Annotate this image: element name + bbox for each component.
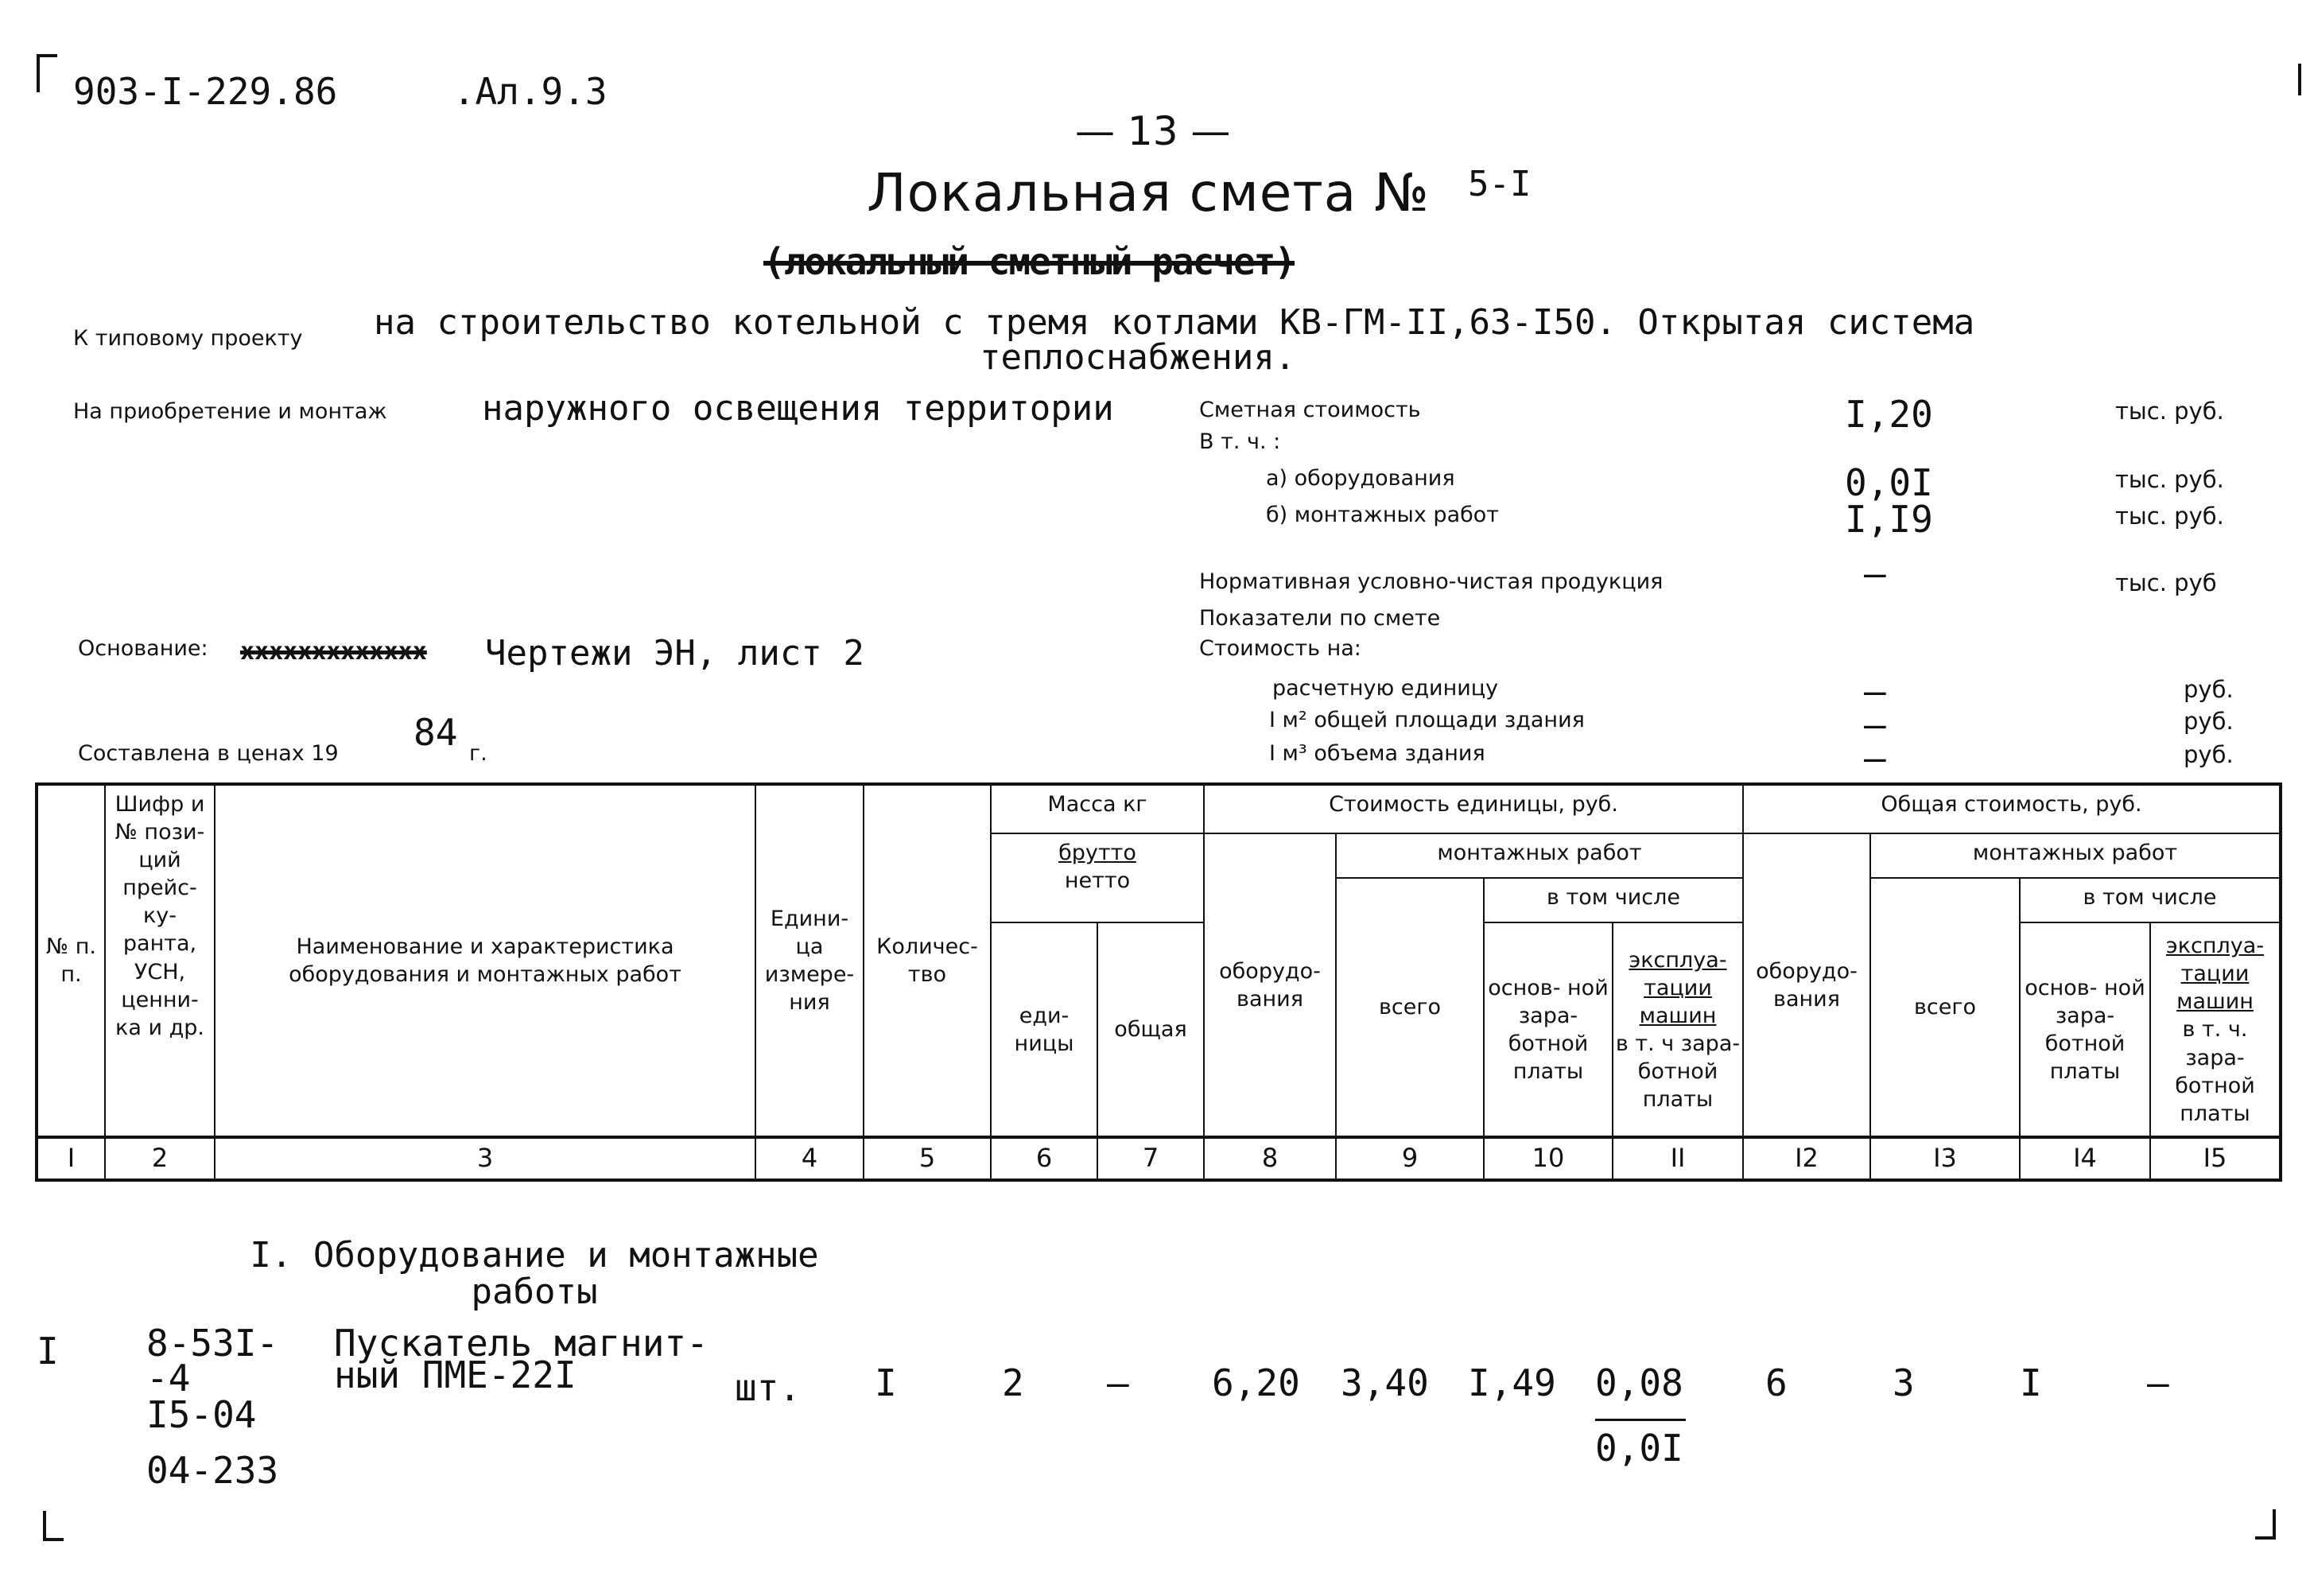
album-code: .Ал.9.3 — [452, 70, 608, 113]
item-number: I — [37, 1330, 59, 1373]
item-code-4: 04-233 — [146, 1449, 279, 1492]
area-value: – — [1864, 703, 1886, 746]
unit-cost-header: Стоимость единицы, руб. — [1204, 784, 1743, 833]
col-num-11: II — [1613, 1137, 1743, 1180]
col-num-4: 4 — [755, 1137, 864, 1180]
item-total-equipment: 6 — [1765, 1361, 1788, 1404]
total-machines-label: эксплуа- тации машин — [2165, 934, 2265, 1015]
equipment-value: 0,0I — [1845, 461, 1933, 504]
machines-label: эксплуа- тации машин — [1629, 947, 1727, 1028]
section-title: I. Оборудование и монтажные работы — [250, 1235, 819, 1313]
col-unit-header: Едини- ца измере- ния — [755, 784, 864, 1137]
machines-wages-label: в т. ч зара- ботной платы — [1615, 1031, 1741, 1113]
prices-label: Составлена в ценах 19 — [78, 741, 339, 766]
item-install-total: 3,40 — [1341, 1361, 1429, 1404]
estimate-table-header — [35, 782, 2282, 1182]
item-machines: 0,08 — [1595, 1361, 1683, 1404]
calc-unit-value: – — [1864, 670, 1886, 713]
item-code-2: -4 — [146, 1357, 191, 1400]
cost-unit: тыс. руб. — [2115, 398, 2224, 425]
incl-header: в том числе — [1484, 878, 1743, 922]
item-total-install: 3 — [1893, 1361, 1915, 1404]
item-total-wages: I — [2020, 1361, 2042, 1404]
typical-project-line2: теплоснабжения. — [980, 337, 1296, 378]
area-label: I м² общей площади здания — [1269, 708, 1585, 732]
col-total-wages-header: основ- ной зара- ботной платы — [2020, 922, 2150, 1137]
machines-fraction-line — [1595, 1419, 1686, 1421]
purchase-value: наружного освещения территории — [482, 388, 1114, 429]
total-install-works-header: монтажных работ — [1870, 833, 2281, 878]
equipment-unit: тыс. руб. — [2115, 466, 2224, 493]
col-num-5: 5 — [864, 1137, 991, 1180]
doc-code: 903-I-229.86 — [73, 70, 338, 113]
item-equipment-cost: 6,20 — [1212, 1361, 1300, 1404]
net-production-unit: тыс. руб — [2115, 569, 2217, 596]
col-num-7: 7 — [1097, 1137, 1204, 1180]
col-install-total-header: всего — [1336, 878, 1484, 1137]
col-num-12: I2 — [1743, 1137, 1870, 1180]
col-wages-header: основ- ной зара- ботной платы — [1484, 922, 1613, 1137]
col-num-9: 9 — [1336, 1137, 1484, 1180]
basis-value: Чертежи ЭН, лист 2 — [485, 633, 864, 674]
col-num-6: 6 — [991, 1137, 1097, 1180]
prices-suffix: г. — [469, 741, 487, 766]
col-mass-total-header: общая — [1097, 922, 1204, 1137]
col-qty-header: Количес- тво — [864, 784, 991, 1137]
col-num-8: 8 — [1204, 1137, 1336, 1180]
installation-value: I,I9 — [1845, 498, 1933, 541]
prices-year: 84 — [413, 711, 458, 754]
col-num-3: 3 — [215, 1137, 755, 1180]
typical-project-line1: на строительство котельной с тремя котлами КВ-ГМ-II,63-I50. Открытая система — [374, 302, 1975, 343]
page-number: — 13 — — [1075, 108, 1231, 154]
net-production-value: – — [1864, 552, 1886, 595]
col-num-15: I5 — [2150, 1137, 2281, 1180]
mass-brutto-netto — [991, 833, 1204, 922]
col-num-10: 10 — [1484, 1137, 1613, 1180]
total-cost-header: Общая стоимость, руб. — [1743, 784, 2281, 833]
item-name-2: ный ПМЕ-22I — [334, 1353, 577, 1396]
volume-unit: руб. — [2184, 741, 2234, 768]
col-name-header: Наименование и характеристика оборудования и монтажных работ — [215, 784, 755, 1137]
item-mass-unit: 2 — [1002, 1361, 1024, 1404]
col-num-13: I3 — [1870, 1137, 2020, 1180]
basis-struck: xxxxxxxxxxxxx — [240, 638, 427, 666]
item-qty: I — [875, 1361, 897, 1404]
equipment-label: а) оборудования — [1266, 466, 1455, 491]
col-num-2: 2 — [105, 1137, 215, 1180]
col-total-machines-header — [2150, 922, 2281, 1137]
typical-project-label: К типовому проекту — [73, 326, 303, 351]
corner-mark-top-left — [37, 54, 57, 92]
netto-label: нетто — [1064, 868, 1131, 894]
col-num-1: I — [37, 1137, 105, 1180]
installation-unit: тыс. руб. — [2115, 503, 2224, 530]
cost-for-label: Стоимость на: — [1199, 636, 1361, 661]
install-works-header: монтажных работ — [1336, 833, 1743, 878]
item-mass-total: – — [1107, 1361, 1129, 1404]
struck-subtitle: (локальный сметный расчет) — [763, 240, 1295, 283]
installation-label: б) монтажных работ — [1266, 503, 1500, 527]
purchase-label: На приобретение и монтаж — [73, 399, 387, 424]
estimate-number: 5-I — [1468, 164, 1532, 204]
corner-mark-bottom-right — [2255, 1509, 2276, 1540]
area-unit: руб. — [2184, 708, 2234, 735]
corner-mark-top-right — [2281, 64, 2301, 95]
net-production-label: Нормативная условно-чистая продукция — [1199, 569, 1664, 594]
col-code-header: Шифр и № пози- ций прейс- ку- ранта, УСН, ценни- ка и др. — [105, 784, 215, 1137]
col-total-equipment-header: оборудо- вания — [1743, 833, 1870, 1137]
volume-value: – — [1864, 736, 1886, 779]
basis-label: Основание: — [78, 636, 208, 661]
incl-label: В т. ч. : — [1199, 429, 1281, 454]
item-machines-wages: 0,0I — [1595, 1427, 1683, 1470]
cost-value: I,20 — [1845, 393, 1933, 436]
item-wages: I,49 — [1468, 1361, 1556, 1404]
mass-header: Масса кг — [991, 784, 1204, 833]
item-name-1: Пускатель магнит- — [334, 1322, 709, 1365]
indicators-label: Показатели по смете — [1199, 606, 1441, 631]
cost-label: Сметная стоимость — [1199, 398, 1421, 422]
total-incl-header: в том числе — [2020, 878, 2281, 922]
col-num-14: I4 — [2020, 1137, 2150, 1180]
brutto-label: брутто — [1058, 841, 1136, 865]
volume-label: I м³ объема здания — [1269, 741, 1485, 766]
item-total-machines: – — [2147, 1361, 2169, 1404]
col-mass-unit-header: еди- ницы — [991, 922, 1097, 1137]
corner-mark-bottom-left — [43, 1511, 64, 1541]
doc-header — [73, 70, 608, 113]
calc-unit-unit: руб. — [2184, 676, 2234, 703]
col-total-install-header: всего — [1870, 878, 2020, 1137]
item-code-3: I5-04 — [146, 1393, 257, 1436]
item-unit: шт. — [735, 1366, 802, 1409]
calc-unit-label: расчетную единицу — [1272, 676, 1499, 701]
item-code-1: 8-53I- — [146, 1322, 279, 1365]
col-equipment-header: оборудо- вания — [1204, 833, 1336, 1137]
col-number-header: № п. п. — [37, 784, 105, 1137]
total-machines-wages-label: в т. ч. зара- ботной платы — [2175, 1017, 2255, 1126]
col-machines-header — [1613, 922, 1743, 1137]
page-title: Локальная смета № — [867, 162, 1430, 223]
